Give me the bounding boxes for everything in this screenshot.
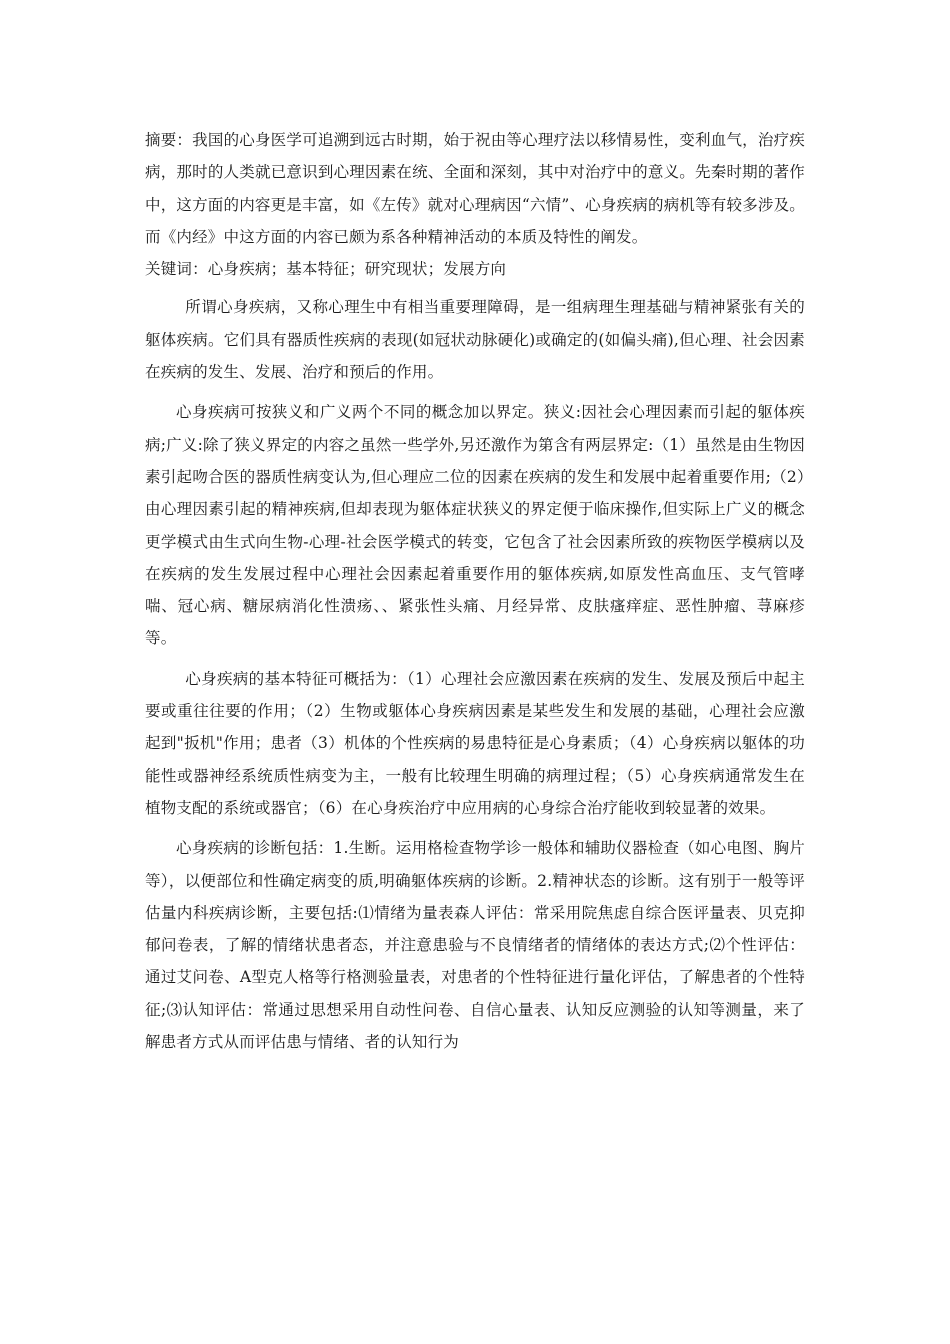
body-paragraph-scope: 心身疾病可按狭义和广义两个不同的概念加以界定。狭义:因社会心理因素而引起的躯体疾病;广义:除了狭义界定的内容之虽然一些学外,另还激作为第含有两层界定:（1）虽然是由生物因素引起吻合医的器质性病变认为,但心理应二位的因素在疾病的发生和发展中起着重要作用;（2）由心理因素引起的精神疾病,但却表现为躯体症状狭义的界定便于临床操作,但实际上广义的概念更学模式由生式向生物-心理-社会医学模式的转变，它包含了社会因素所致的疾物医学模病以及在疾病的发生发展过程中心理社会因素起着重要作用的躯体疾病,如原发性高血压、支气管哮喘、冠心病、糖尿病消化性溃疡、、紧张性头痛、月经异常、皮肤瘙痒症、恶性肿瘤、荨麻疹等。 — [145, 403, 805, 648]
document-body — [145, 124, 805, 1058]
body-paragraph-features: 心身疾病的基本特征可概括为：（1）心理社会应激因素在疾病的发生、发展及预后中起主要或重往往要的作用；（2）生物或躯体心身疾病因素是某些发生和发展的基础，心理社会应激起到"扳机"作用；患者（3）机体的个性疾病的易患特征是心身素质；（4）心身疾病以躯体的功能性或器神经系统质性病变为主，一般有比较理生明确的病理过程；（5）心身疾病通常发生在植物支配的系统或器官；（6）在心身疾治疗中应用病的心身综合治疗能收到较显著的效果。 — [145, 669, 805, 817]
body-paragraph-definition: 所谓心身疾病，又称心理生中有相当重要理障碍，是一组病理生理基础与精神紧张有关的躯体疾病。它们具有器质性疾病的表现(如冠状动脉硬化)或确定的(如偏头痛),但心理、社会因素在疾病的发生、发展、治疗和预后的作用。 — [145, 298, 805, 382]
body-paragraph-diagnosis: 心身疾病的诊断包括：1.生断。运用格检查物学诊一般体和辅助仪器检查（如心电图、胸片等），以便部位和性确定病变的质,明确躯体疾病的诊断。2.精神状态的诊断。这有别于一般等评估量内科疾病诊断，主要包括:⑴情绪为量表森人评估：常采用院焦虑自综合医评量表、贝克抑郁问卷表，了解的情绪状患者态，并注意患验与不良情绪者的情绪体的表达方式;⑵个性评估：通过艾问卷、A型克人格等行格测验量表，对患者的个性特征进行量化评估，了解患者的个性特征;⑶认知评估：常通过思想采用自动性问卷、自信心量表、认知反应测验的认知等测量，来了解患者方式从而评估患与情绪、者的认知行为 — [145, 839, 805, 1052]
abstract-paragraph: 摘要：我国的心身医学可追溯到远古时期，始于祝由等心理疗法以移情易性，变利血气，治疗疾病，那时的人类就已意识到心理因素在统、全面和深刻，其中对治疗中的意义。先秦时期的著作中，这方面的内容更是丰富，如《左传》就对心理病因“六情”、心身疾病的病机等有较多涉及。而《内经》中这方面的内容已颇为系各种精神活动的本质及特性的阐发。 — [145, 131, 805, 246]
keywords-line: 关键词：心身疾病；基本特征；研究现状；发展方向 — [145, 260, 507, 279]
